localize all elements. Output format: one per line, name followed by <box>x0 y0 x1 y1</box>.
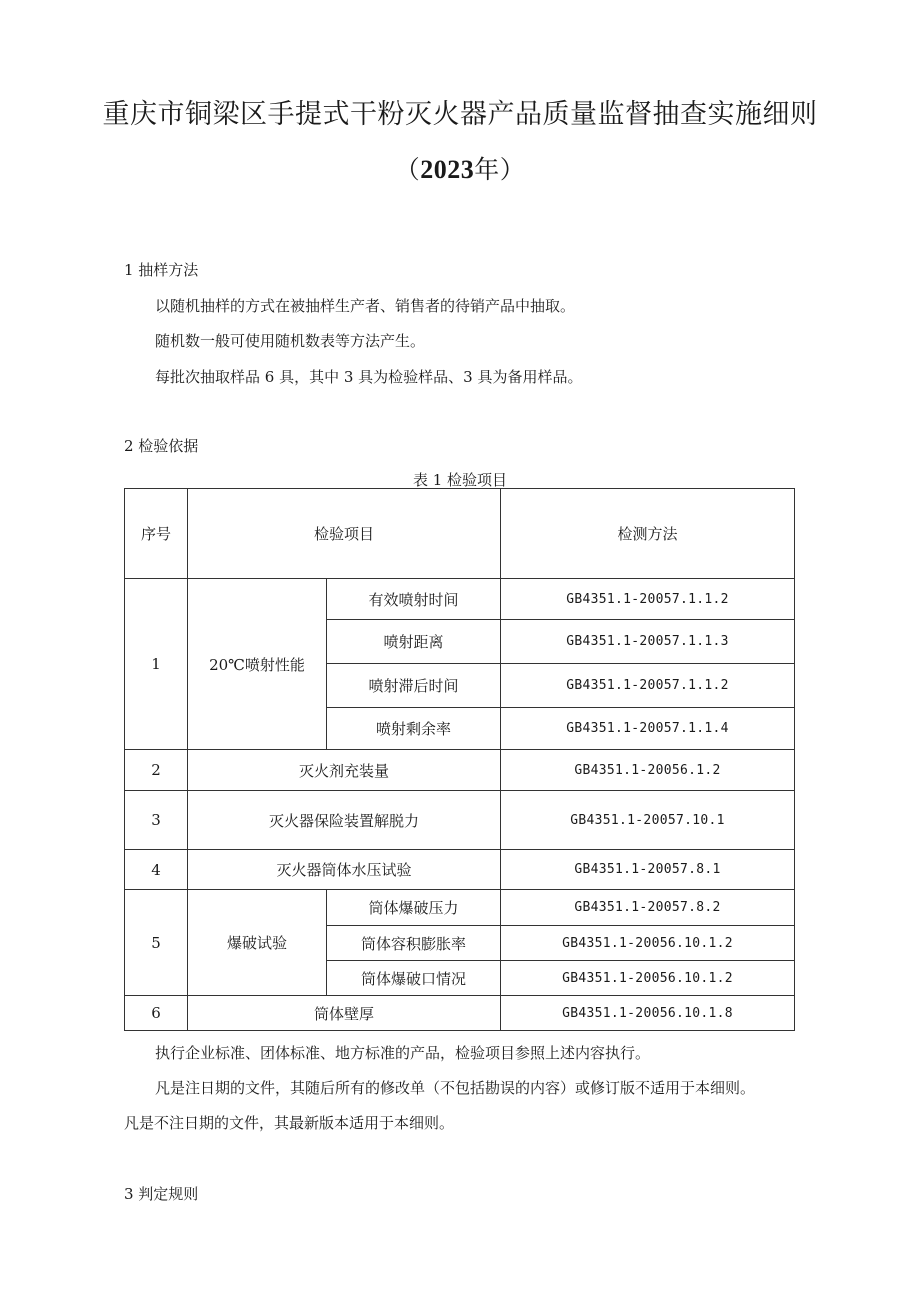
item-cell: 灭火剂充装量 <box>188 750 501 791</box>
method-cell: GB4351.1-20057.1.1.4 <box>501 708 795 750</box>
method-cell: GB4351.1-20057.1.1.2 <box>501 664 795 708</box>
method-cell: GB4351.1-20056.10.1.2 <box>501 961 795 996</box>
method-cell: GB4351.1-20056.10.1.8 <box>501 996 795 1031</box>
method-cell: GB4351.1-20057.1.1.3 <box>501 620 795 664</box>
header-cell: 检验项目 <box>188 489 501 579</box>
row-number: 5 <box>125 890 188 996</box>
sub-item: 喷射剩余率 <box>327 708 501 750</box>
table-row <box>125 791 795 850</box>
sub-item: 筒体爆破压力 <box>327 890 501 926</box>
method-cell: GB4351.1-20056.10.1.2 <box>501 926 795 961</box>
item-cell: 灭火器保险装置解脱力 <box>188 791 501 850</box>
sub-item: 筒体爆破口情况 <box>327 961 501 996</box>
item-group: 爆破试验 <box>188 890 327 996</box>
method-cell: GB4351.1-20057.8.2 <box>501 890 795 926</box>
method-cell: GB4351.1-20057.8.1 <box>501 850 795 890</box>
table-row <box>125 890 795 926</box>
section1-heading: 1 抽样方法 <box>124 261 199 279</box>
method-cell: GB4351.1-20057.10.1 <box>501 791 795 850</box>
row-number: 4 <box>125 850 188 890</box>
header-cell: 检测方法 <box>501 489 795 579</box>
paragraph: 凡是注日期的文件，其随后所有的修改单（不包括勘误的内容）或修订版不适用于本细则。 <box>155 1079 756 1097</box>
table-header-row <box>125 489 795 579</box>
paragraph: 每批次抽取样品 6 具，其中 3 具为检验样品、3 具为备用样品。 <box>155 368 583 386</box>
method-cell: GB4351.1-20056.1.2 <box>501 750 795 791</box>
sub-item: 有效喷射时间 <box>327 579 501 620</box>
table-row <box>125 579 795 620</box>
row-number: 2 <box>125 750 188 791</box>
page-title: 重庆市铜梁区手提式干粉灭火器产品质量监督抽查实施细则 <box>102 99 818 130</box>
sub-item: 筒体容积膨胀率 <box>327 926 501 961</box>
header-cell: 序号 <box>125 489 188 579</box>
paragraph: 执行企业标准、团体标准、地方标准的产品，检验项目参照上述内容执行。 <box>155 1044 651 1062</box>
paragraph: 以随机抽样的方式在被抽样生产者、销售者的待销产品中抽取。 <box>155 297 576 315</box>
table-row <box>125 750 795 791</box>
table-row <box>125 850 795 890</box>
item-group: 20℃喷射性能 <box>188 579 327 750</box>
table-caption: 表 1 检验项目 <box>412 471 508 489</box>
paragraph: 随机数一般可使用随机数表等方法产生。 <box>155 332 426 350</box>
section3-heading: 3 判定规则 <box>124 1185 199 1203</box>
sub-item: 喷射距离 <box>327 620 501 664</box>
page-subtitle-year: （2023年） <box>394 155 526 184</box>
item-cell: 灭火器筒体水压试验 <box>188 850 501 890</box>
section2-heading: 2 检验依据 <box>124 437 199 455</box>
inspection-items-table <box>124 488 795 1031</box>
sub-item: 喷射滞后时间 <box>327 664 501 708</box>
row-number: 3 <box>125 791 188 850</box>
table-row <box>125 996 795 1031</box>
row-number: 1 <box>125 579 188 750</box>
row-number: 6 <box>125 996 188 1031</box>
method-cell: GB4351.1-20057.1.1.2 <box>501 579 795 620</box>
paragraph: 凡是不注日期的文件，其最新版本适用于本细则。 <box>124 1114 455 1132</box>
item-cell: 筒体壁厚 <box>188 996 501 1031</box>
